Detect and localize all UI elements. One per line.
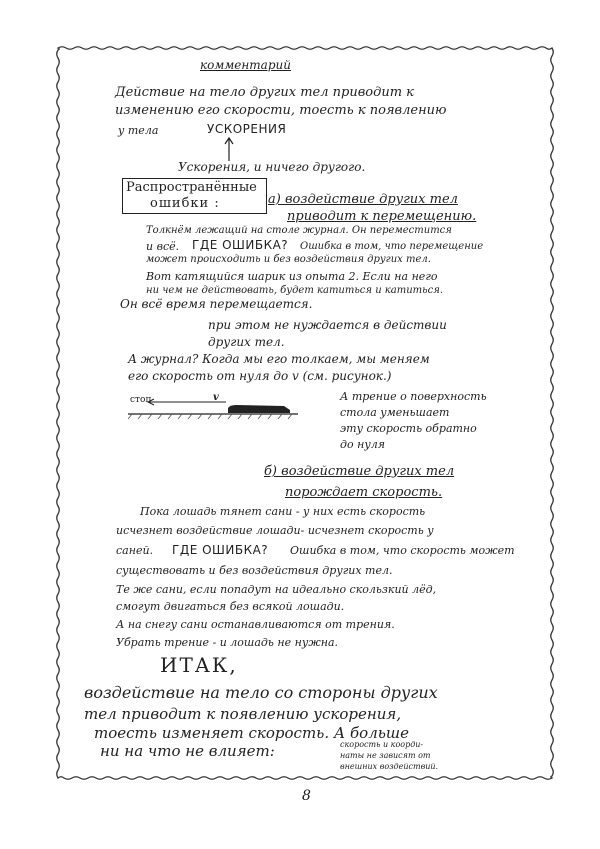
- section-a-title-line1: а) воздействие других тел: [268, 192, 458, 207]
- section-b-l5: Те же сани, если попадут на идеально скользкий лёд,: [116, 583, 437, 596]
- section-a-l2a: и всё.: [146, 240, 180, 253]
- para1-line2: изменению его скорости, тоесть к появлению: [115, 103, 447, 118]
- errors-box-line1: Распространённые: [126, 180, 257, 195]
- section-b-l2: исчезнет воздействие лошади- исчезнет скорость у: [116, 524, 434, 537]
- conclusion-l2: тел приводит к появлению ускорения,: [84, 705, 402, 723]
- conclusion-title: ИТАК,: [160, 653, 238, 677]
- section-b-l6: смогут двигаться без всякой лошади.: [116, 600, 345, 613]
- friction-note-l3: эту скорость обратно: [340, 422, 477, 435]
- para1-line4: Ускорения, и ничего другого.: [178, 160, 366, 174]
- section-a-l2c: Ошибка в том, что перемещение: [300, 241, 484, 252]
- section-b-l3c: Ошибка в том, что скорость может: [290, 544, 515, 557]
- para1-line3-caps: УСКОРЕНИЯ: [207, 122, 287, 136]
- section-a-l9: А журнал? Когда мы его толкаем, мы меняем: [128, 352, 430, 366]
- section-a-l7: при этом не нуждается в действии: [208, 318, 447, 332]
- errors-box-line2: ошибки :: [150, 196, 220, 211]
- conclusion-note-l2: наты не зависят от: [340, 751, 431, 760]
- journal-figure: [128, 394, 328, 426]
- figure-stop-label: стоп: [130, 395, 152, 405]
- para1-line1: Действие на тело других тел приводит к: [115, 85, 414, 100]
- conclusion-note-l1: скорость и коорди-: [340, 740, 424, 749]
- para1-line3-pre: у тела: [118, 124, 159, 137]
- conclusion-l1: воздействие на тело со стороны других: [84, 683, 438, 702]
- friction-note-l4: до нуля: [340, 438, 386, 451]
- friction-note-l2: стола уменьшает: [340, 406, 450, 419]
- heading: комментарий: [200, 58, 291, 72]
- page-number: 8: [302, 788, 311, 804]
- conclusion-l3: тоесть изменяет скорость. А больше: [94, 724, 409, 742]
- section-a-l2b: ГДЕ ОШИБКА?: [192, 238, 289, 252]
- section-b-l8: Убрать трение - и лошадь не нужна.: [116, 636, 339, 649]
- section-a-l4: Вот катящийся шарик из опыта 2. Если на него: [146, 270, 438, 283]
- section-b-l7: А на снегу сани останавливаются от трения.: [116, 618, 395, 631]
- friction-note-l1: А трение о поверхность: [340, 390, 487, 403]
- conclusion-l4: ни на что не влияет:: [100, 742, 275, 760]
- section-a-l10: его скорость от нуля до v (см. рисунок.): [128, 369, 392, 383]
- section-b-l1: Пока лошадь тянет сани - у них есть скорость: [140, 505, 426, 518]
- section-a-l5: ни чем не действовать, будет катиться и катиться.: [146, 285, 443, 296]
- section-a-l6: Он всё время перемещается.: [120, 297, 313, 311]
- section-a-title-line2: приводит к перемещению.: [287, 209, 477, 224]
- section-a-l3: может происходить и без воздействия других тел.: [146, 254, 431, 265]
- section-b-l4: существовать и без воздействия других тел.: [116, 564, 393, 577]
- section-b-title-line1: б) воздействие других тел: [264, 464, 455, 479]
- section-b-title-line2: порождает скорость.: [285, 485, 443, 500]
- section-b-l3a: саней.: [116, 544, 154, 557]
- section-b-l3b: ГДЕ ОШИБКА?: [172, 543, 269, 557]
- conclusion-note-l3: внешних воздействий.: [340, 762, 439, 771]
- section-a-l8: других тел.: [208, 335, 285, 349]
- figure-v-label: v: [213, 392, 219, 403]
- section-a-l1: Толкнём лежащий на столе журнал. Он переместится: [146, 225, 452, 236]
- arrow-up-icon: [222, 136, 236, 162]
